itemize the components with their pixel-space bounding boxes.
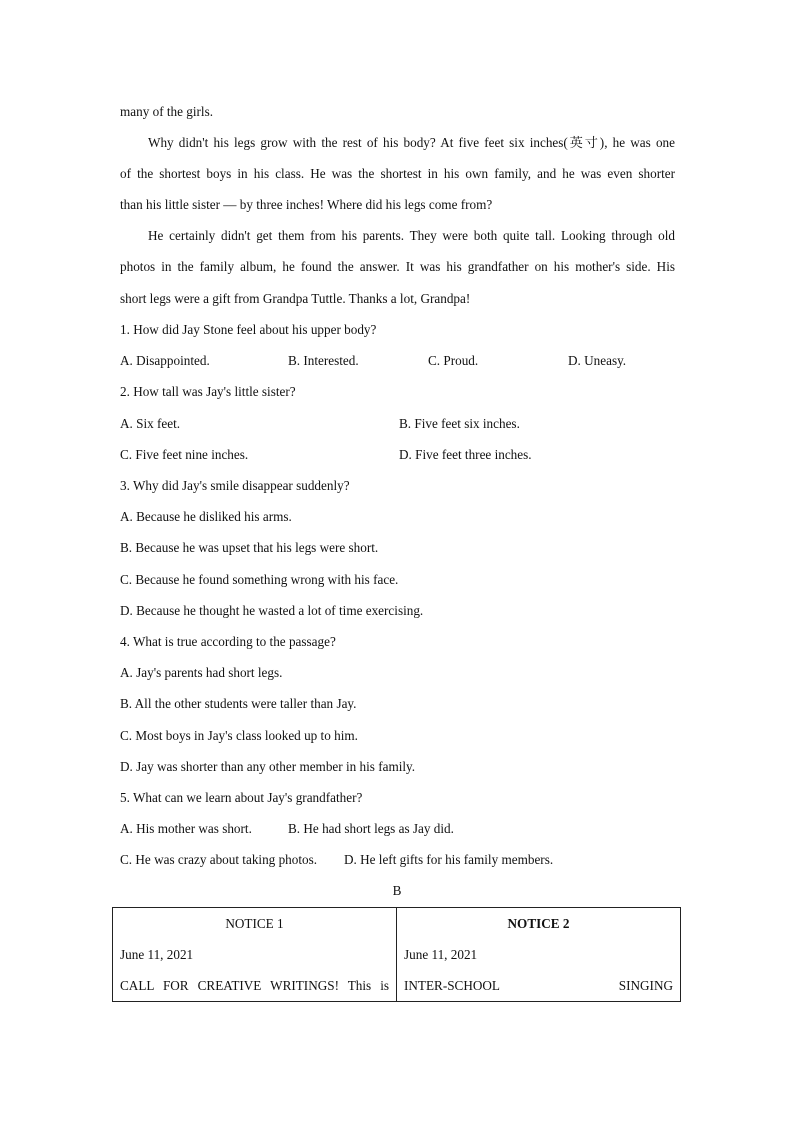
notice-1-cell xyxy=(113,908,397,1002)
passage-line: short legs were a gift from Grandpa Tuttle. Thanks a lot, Grandpa! xyxy=(120,291,471,306)
question-4-option-a: A. Jay's parents had short legs. xyxy=(120,665,283,680)
notice-1-title: NOTICE 1 xyxy=(225,916,284,931)
question-1-option-c: C. Proud. xyxy=(428,353,479,368)
question-1-option-a: A. Disappointed. xyxy=(120,353,210,368)
notice-1-text: CALL FOR CREATIVE WRITINGS! This is xyxy=(120,978,389,993)
notice-2-text xyxy=(404,970,673,1001)
question-1: 1. How did Jay Stone feel about his upper body? xyxy=(120,322,377,337)
question-3-option-d: D. Because he thought he wasted a lot of time exercising. xyxy=(120,603,424,618)
notice-1-date: June 11, 2021 xyxy=(120,947,194,962)
notice-2-text-left: INTER-SCHOOL xyxy=(404,978,500,993)
question-2-option-c: C. Five feet nine inches. xyxy=(120,447,249,462)
question-3: 3. Why did Jay's smile disappear suddenly? xyxy=(120,478,350,493)
notices-row xyxy=(113,908,681,1002)
passage-line: than his little sister — by three inches! Where did his legs come from? xyxy=(120,197,493,212)
question-1-option-d: D. Uneasy. xyxy=(568,353,627,368)
passage-line: photos in the family album, he found the answer. It was his grandfather on his mother's side. His xyxy=(120,259,675,274)
notice-2-date: June 11, 2021 xyxy=(404,947,478,962)
question-4-option-d: D. Jay was shorter than any other member in his family. xyxy=(120,759,416,774)
question-3-option-c: C. Because he found something wrong with his face. xyxy=(120,572,399,587)
notice-2-title: NOTICE 2 xyxy=(507,916,570,931)
question-4-option-c: C. Most boys in Jay's class looked up to him. xyxy=(120,728,358,743)
notice-2-cell xyxy=(397,908,681,1002)
question-5-option-c: C. He was crazy about taking photos. xyxy=(120,852,318,867)
passage-line: many of the girls. xyxy=(120,104,214,119)
passage-line: He certainly didn't get them from his parents. They were both quite tall. Looking through old xyxy=(148,228,675,243)
question-5-option-b: B. He had short legs as Jay did. xyxy=(288,821,454,836)
passage-line: Why didn't his legs grow with the rest of his body? At five feet six inches(英寸), he was one xyxy=(148,135,675,150)
question-2: 2. How tall was Jay's little sister? xyxy=(120,384,296,399)
passage-line: of the shortest boys in his class. He was the shortest in his own family, and he was even shorter xyxy=(120,166,675,181)
question-3-option-b: B. Because he was upset that his legs were short. xyxy=(120,540,379,555)
question-2-option-d: D. Five feet three inches. xyxy=(399,447,532,462)
question-2-option-b: B. Five feet six inches. xyxy=(399,416,520,431)
question-4: 4. What is true according to the passage? xyxy=(120,634,336,649)
question-4-option-b: B. All the other students were taller than Jay. xyxy=(120,696,357,711)
notice-2-text-right: SINGING xyxy=(618,978,673,993)
question-2-option-a: A. Six feet. xyxy=(120,416,181,431)
question-5-option-d: D. He left gifts for his family members. xyxy=(344,852,554,867)
question-5: 5. What can we learn about Jay's grandfather? xyxy=(120,790,363,805)
notices-table xyxy=(112,907,681,1002)
question-3-option-a: A. Because he disliked his arms. xyxy=(120,509,292,524)
section-label: B xyxy=(392,883,402,898)
question-1-option-b: B. Interested. xyxy=(288,353,359,368)
question-5-option-a: A. His mother was short. xyxy=(120,821,252,836)
